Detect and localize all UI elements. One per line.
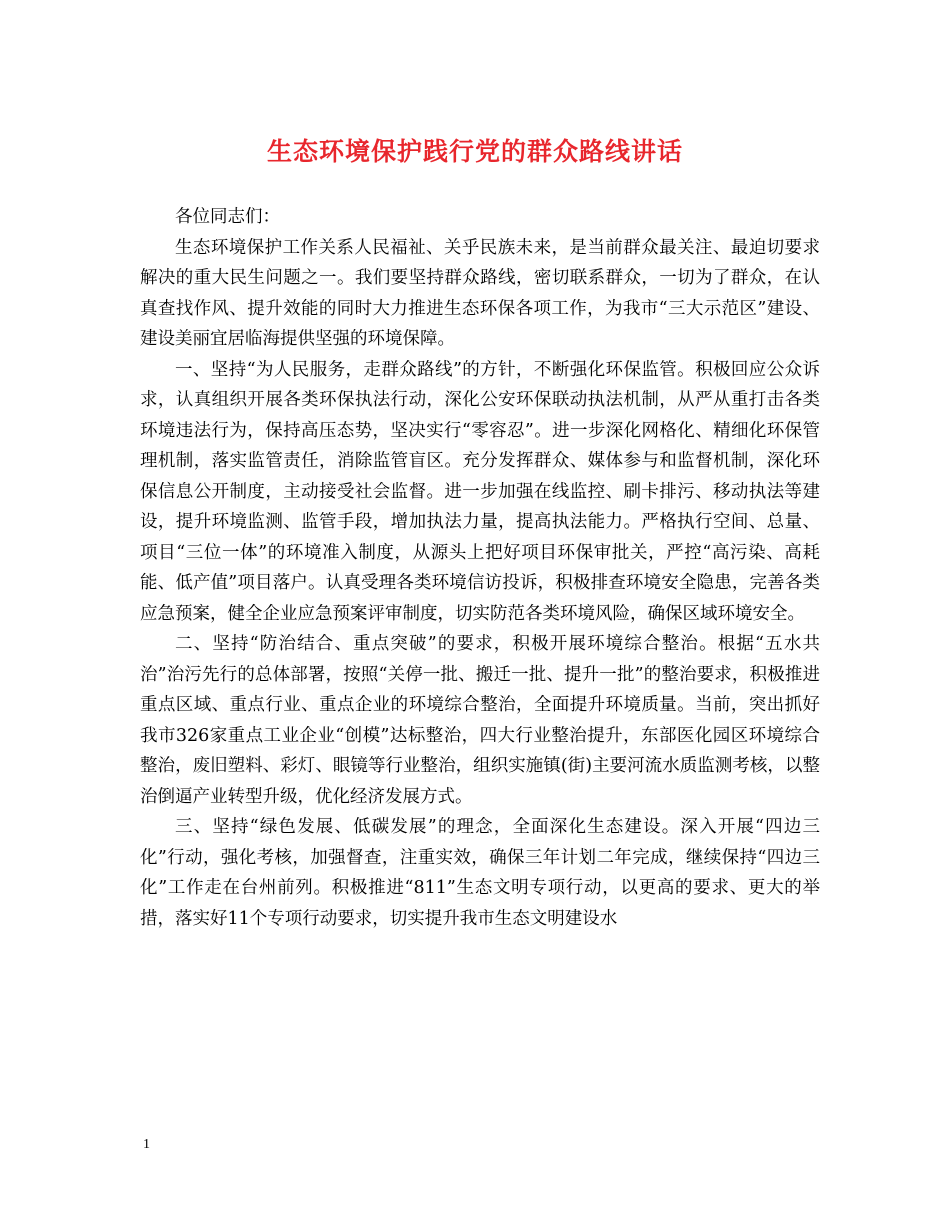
page-number: 1 xyxy=(143,1137,150,1152)
paragraph-intro: 生态环境保护工作关系人民福祉、关乎民族未来，是当前群众最关注、最迫切要求解决的重大民生问题之一。我们要坚持群众路线，密切联系群众，一切为了群众，在认真查找作风、提升效能的同时大力推进生态环保各项工作，为我市“三大示范区”建设、建设美丽宜居临海提供坚强的环境保障。 xyxy=(140,237,820,349)
paragraph-section-3: 三、坚持“绿色发展、低碳发展”的理念，全面深化生态建设。深入开展“四边三化”行动，强化考核，加强督查，注重实效，确保三年计划二年完成，继续保持“四边三化”工作走在台州前列。积极推进“811”生态文明专项行动，以更高的要求、更大的举措，落实好11个专项行动要求，切实提升我市生态文明建设水 xyxy=(140,817,820,929)
paragraph-section-2: 二、坚持“防治结合、重点突破”的要求，积极开展环境综合整治。根据“五水共治”治污先行的总体部署，按照“关停一批、搬迁一批、提升一批”的整治要求，积极推进重点区域、重点行业、重点企业的环境综合整治，全面提升环境质量。当前，突出抓好我市326家重点工业企业“创模”达标整治，四大行业整治提升，东部医化园区环境综合整治，废旧塑料、彩灯、眼镜等行业整治，组织实施镇(街)主要河流水质监测考核，以整治倒逼产业转型升级，优化经济发展方式。 xyxy=(140,634,820,807)
salutation: 各位同志们： xyxy=(175,207,280,227)
document-title: 生态环境保护践行党的群众路线讲话 xyxy=(266,137,683,166)
paragraph-section-1: 一、坚持“为人民服务，走群众路线”的方针，不断强化环保监管。积极回应公众诉求，认真组织开展各类环保执法行动，深化公安环保联动执法机制，从严从重打击各类环境违法行为，保持高压态势，坚决实行“零容忍”。进一步深化网格化、精细化环保管理机制，落实监管责任，消除监管盲区。充分发挥群众、媒体参与和监督机制，深化环保信息公开制度，主动接受社会监督。进一步加强在线监控、刷卡排污、移动执法等建设，提升环境监测、监管手段，增加执法力量，提高执法能力。严格执行空间、总量、项目“三位一体”的环境准入制度，从源头上把好项目环保审批关，严控“高污染、高耗能、低产值”项目落户。认真受理各类环境信访投诉，积极排查环境安全隐患，完善各类应急预案，健全企业应急预案评审制度，切实防范各类环境风险，确保区域环境安全。 xyxy=(140,359,820,624)
document-body xyxy=(140,202,820,934)
